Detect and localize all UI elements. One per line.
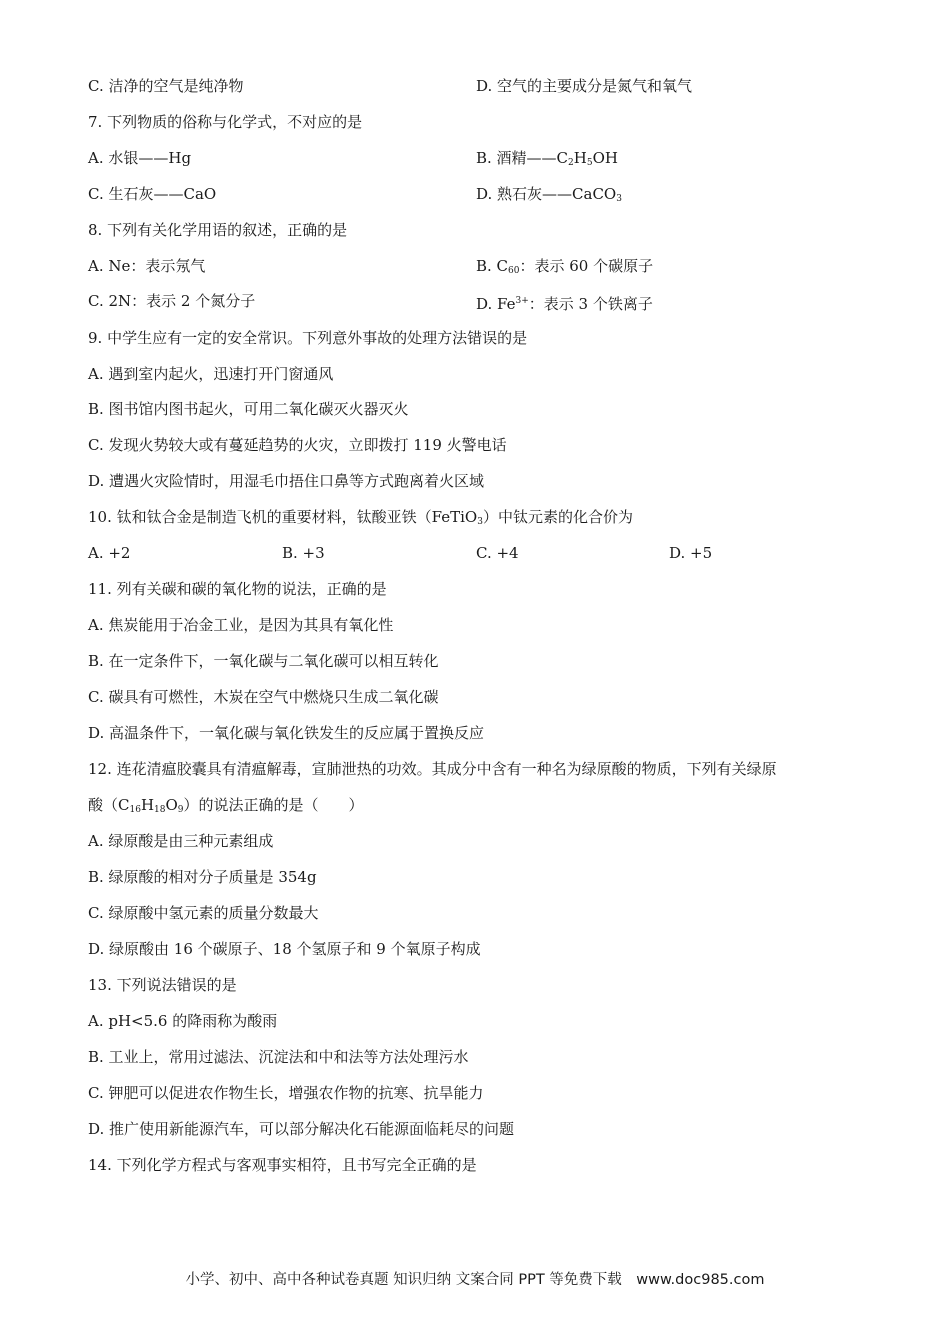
q9-option-d: D. 遭遇火灾险情时，用湿毛巾捂住口鼻等方式跑离着火区域 [88, 472, 485, 490]
q9-option-c: C. 发现火势较大或有蔓延趋势的火灾，立即拨打 119 火警电话 [88, 436, 507, 454]
q13-option-a: A. pH<5.6 的降雨称为酸雨 [88, 1012, 278, 1030]
q11-option-b: B. 在一定条件下，一氧化碳与二氧化碳可以相互转化 [88, 652, 439, 670]
q12-stem-line2: 酸$(C_{16}H_{18}O_9)$的说法正确的是（ ） [88, 796, 364, 815]
q12-option-d: D. 绿原酸由 16 个碳原子、18 个氢原子和 9 个氧原子构成 [88, 940, 481, 958]
q10-option-c: C. +4 [476, 544, 519, 562]
q8-option-a: A. Ne：表示氖气 [88, 257, 206, 275]
q6-option-d: D. 空气的主要成分是氮气和氧气 [476, 77, 693, 95]
q13-option-d: D. 推广使用新能源汽车，可以部分解决化石能源面临耗尽的问题 [88, 1120, 515, 1138]
q10-stem: 10. 钛和钛合金是制造飞机的重要材料，钛酸亚铁（FeTiO$_3$）中钛元素的化合价为 [88, 508, 633, 527]
q9-stem: 9. 中学生应有一定的安全常识。下列意外事故的处理方法错误的是 [88, 329, 528, 347]
q13-option-b: B. 工业上，常用过滤法、沉淀法和中和法等方法处理污水 [88, 1048, 469, 1066]
q10-option-d: D. +5 [669, 544, 713, 562]
q11-stem: 11. 列有关碳和碳的氧化物的说法，正确的是 [88, 580, 387, 598]
q11-option-c: C. 碳具有可燃性，木炭在空气中燃烧只生成二氧化碳 [88, 688, 439, 706]
q12-option-c: C. 绿原酸中氢元素的质量分数最大 [88, 904, 319, 922]
q6-option-c: C. 洁净的空气是纯净物 [88, 77, 244, 95]
q13-stem: 13. 下列说法错误的是 [88, 976, 237, 994]
q14-stem: 14. 下列化学方程式与客观事实相符，且书写完全正确的是 [88, 1156, 477, 1174]
q8-option-d: D. $Fe^{3+}$：表示 3 个铁离子 [476, 295, 653, 313]
q9-option-b: B. 图书馆内图书起火，可用二氧化碳灭火器灭火 [88, 400, 409, 418]
q7-option-a: A. 水银——Hg [88, 149, 192, 167]
q11-option-d: D. 高温条件下，一氧化碳与氧化铁发生的反应属于置换反应 [88, 724, 485, 742]
q10-option-a: A. +2 [88, 544, 131, 562]
page-footer: 小学、初中、高中各种试卷真题 知识归纳 文案合同 PPT 等免费下载 www.doc985.com [185, 1272, 765, 1288]
q10-option-b: B. +3 [282, 544, 325, 562]
q9-option-a: A. 遇到室内起火，迅速打开门窗通风 [88, 365, 334, 383]
q7-option-d: D. 熟石灰——CaCO$_3$ [476, 185, 622, 204]
q7-option-b: B. 酒精$——C_2H_5OH$ [476, 149, 618, 168]
q12-option-b: B. 绿原酸的相对分子质量是 354g [88, 868, 317, 886]
q13-option-c: C. 钾肥可以促进农作物生长，增强农作物的抗寒、抗旱能力 [88, 1084, 484, 1102]
q12-stem-line1: 12. 连花清瘟胶囊具有清瘟解毒，宣肺泄热的功效。其成分中含有一种名为绿原酸的物质，下列有关绿原 [88, 760, 777, 778]
q7-stem: 7. 下列物质的俗称与化学式，不对应的是 [88, 113, 363, 131]
q7-option-c: C. 生石灰——CaO [88, 185, 217, 203]
q12-option-a: A. 绿原酸是由三种元素组成 [88, 832, 274, 850]
q8-option-b: B. $C_{60}$：表示 60 个碳原子 [476, 257, 654, 276]
q8-option-c: C. 2N：表示 2 个氮分子 [88, 292, 256, 310]
q8-stem: 8. 下列有关化学用语的叙述，正确的是 [88, 221, 348, 239]
q11-option-a: A. 焦炭能用于冶金工业，是因为其具有氧化性 [88, 616, 394, 634]
